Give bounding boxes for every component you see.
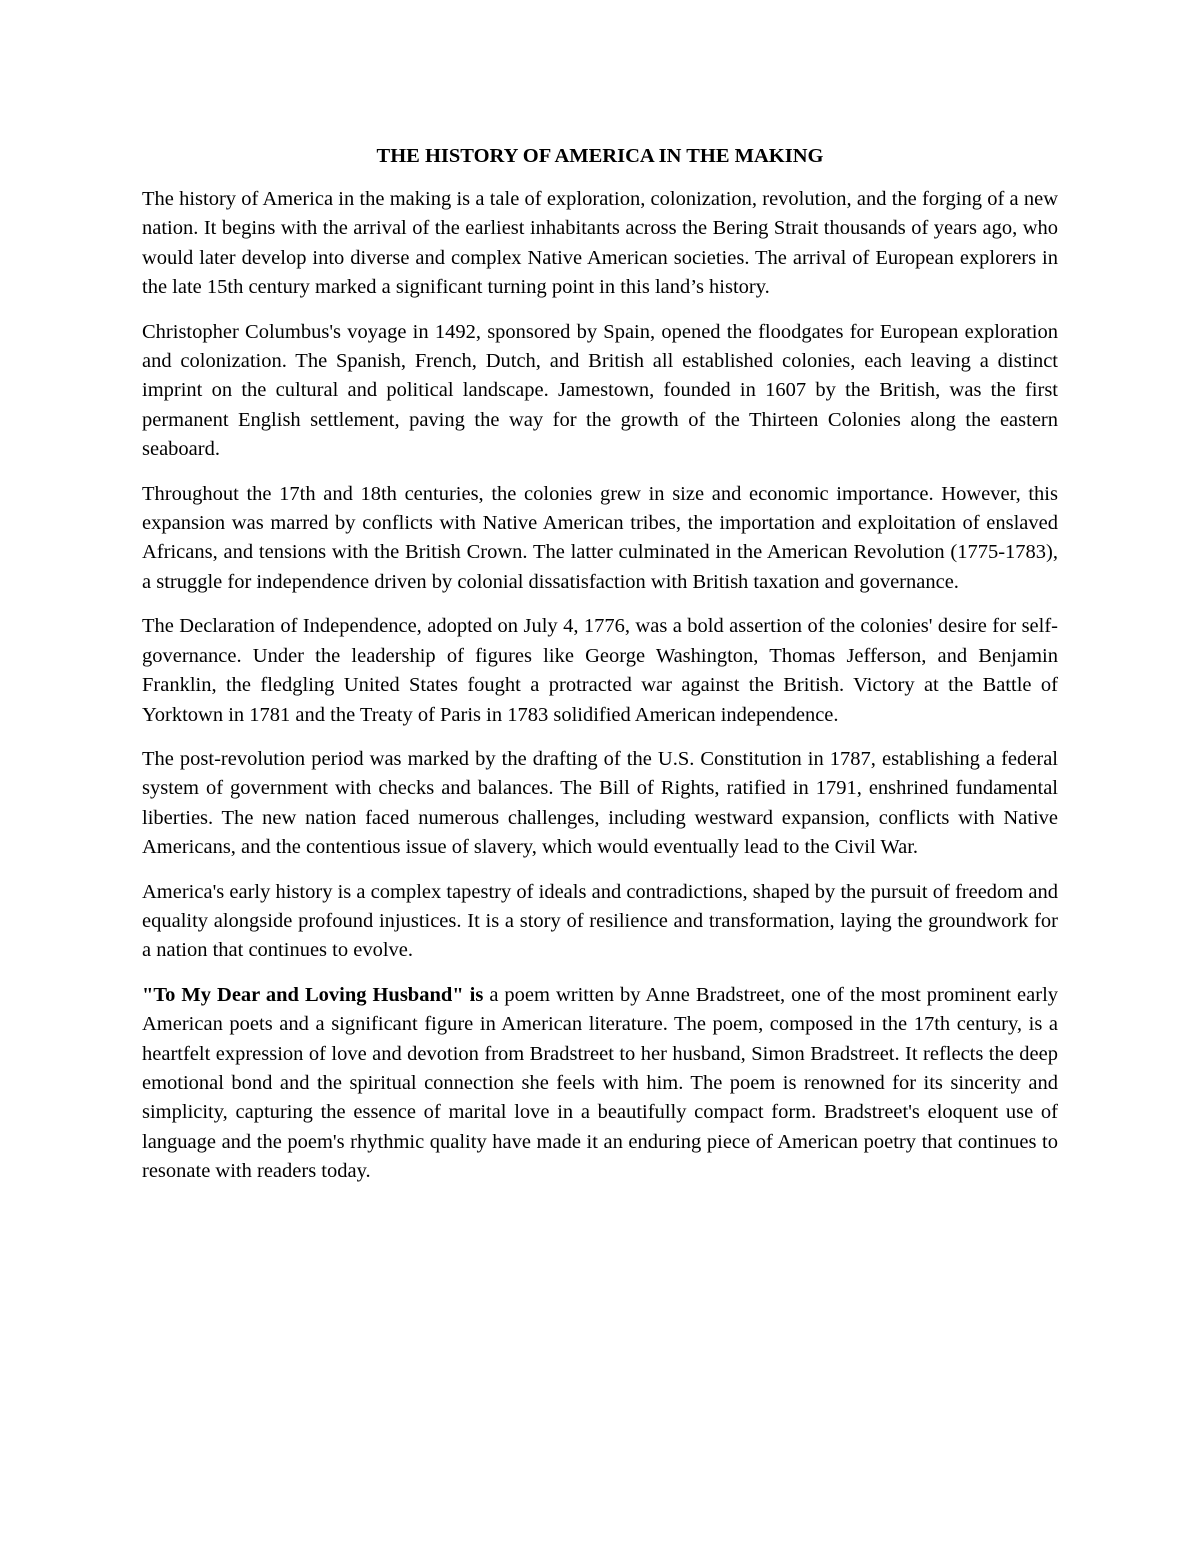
paragraph-intro: The history of America in the making is a tale of exploration, colonization, revolution, and the forging of a new nation. It begins with the arrival of the earliest inhabitants across the Bering Strait thousands of years ago, who would later develop into diverse and complex Native American societies. The arrival of European explorers in the late 15th century marked a significant turning point in this land’s history. bbox=[142, 188, 1058, 299]
paragraph-poem bbox=[142, 981, 1058, 1187]
poem-description: a poem written by Anne Bradstreet, one of the most prominent early American poets and a significant figure in American literature. The poem, composed in the 17th century, is a heartfelt expression of love and devotion from Bradstreet to her husband, Simon Bradstreet. It reflects the deep emotional bond and the spiritual connection she feels with him. The poem is renowned for its sincerity and simplicity, capturing the essence of marital love in a beautifully compact form. Bradstreet's eloquent use of language and the poem's rhythmic quality have made it an enduring piece of American poetry that continues to resonate with readers today. bbox=[142, 983, 1059, 1183]
paragraph-conclusion: America's early history is a complex tapestry of ideals and contradictions, shaped by the pursuit of freedom and equality alongside profound injustices. It is a story of resilience and transformation, laying the groundwork for a nation that continues to evolve. bbox=[142, 880, 1058, 962]
paragraph-columbus: Christopher Columbus's voyage in 1492, sponsored by Spain, opened the floodgates for European exploration and colonization. The Spanish, French, Dutch, and British all established colonies, each leaving a distinct imprint on the cultural and political landscape. Jamestown, founded in 1607 by the British, was the first permanent English settlement, paving the way for the growth of the Thirteen Colonies along the eastern seaboard. bbox=[142, 320, 1058, 461]
poem-title-lead: "To My Dear and Loving Husband" is bbox=[142, 983, 484, 1006]
paragraph-constitution: The post-revolution period was marked by the drafting of the U.S. Constitution in 1787, establishing a federal system of government with checks and balances. The Bill of Rights, ratified in 1791, enshrined fundamental liberties. The new nation faced numerous challenges, including westward expansion, conflicts with Native Americans, and the contentious issue of slavery, which would eventually lead to the Civil War. bbox=[142, 747, 1058, 859]
document-body bbox=[142, 142, 1058, 1202]
paragraph-declaration: The Declaration of Independence, adopted on July 4, 1776, was a bold assertion of the colonies' desire for self-governance. Under the leadership of figures like George Washington, Thomas Jefferson, and Benjamin Franklin, the fledgling United States fought a protracted war against the British. Victory at the Battle of Yorktown in 1781 and the Treaty of Paris in 1783 solidified American independence. bbox=[142, 615, 1058, 726]
paragraph-colonies: Throughout the 17th and 18th centuries, the colonies grew in size and economic importance. However, this expansion was marred by conflicts with Native American tribes, the importation and exploitation of enslaved Africans, and tensions with the British Crown. The latter culminated in the American Revolution (1775-1783), a struggle for independence driven by colonial dissatisfaction with British taxation and governance. bbox=[142, 482, 1058, 593]
document-title: THE HISTORY OF AMERICA IN THE MAKING bbox=[376, 145, 824, 167]
